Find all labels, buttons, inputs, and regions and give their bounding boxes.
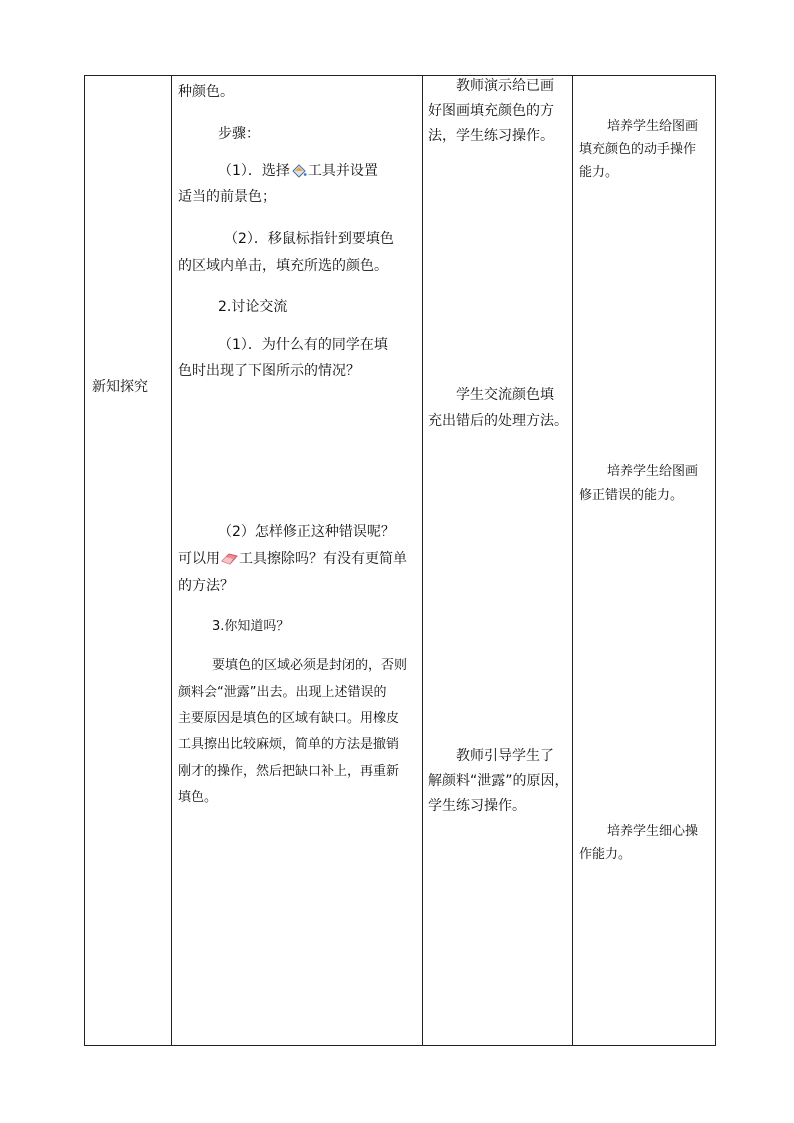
table-top-border — [84, 75, 716, 76]
intent-1-line-3: 能力。 — [579, 165, 619, 180]
question-2-text-b: 工具擦除吗？有没有更简单 — [239, 551, 407, 567]
activity-1-line-1: 教师演示给已画 — [456, 78, 554, 94]
intent-1-line-1: 培养学生给图画 — [607, 119, 699, 134]
step-1-text-a: （1）．选择 — [218, 163, 290, 179]
step-2-line-2: 的区域内单击，填充所选的颜色。 — [178, 258, 388, 274]
stage-label: 新知探究 — [92, 379, 148, 395]
question-1-line: （1）．为什么有的同学在填 — [218, 337, 388, 353]
column-divider-3 — [572, 75, 573, 1046]
column-divider-2 — [422, 75, 423, 1046]
know-heading: 3.你知道吗？ — [212, 619, 290, 634]
table-bottom-border — [84, 1045, 716, 1046]
discuss-heading: 2.讨论交流 — [218, 299, 288, 315]
eraser-icon — [221, 552, 238, 572]
know-line-2: 颜料会“泄露”出去。出现上述错误的 — [178, 685, 387, 700]
steps-heading: 步骤： — [218, 126, 260, 142]
activity-2-line-1: 学生交流颜色填 — [456, 387, 554, 403]
table-left-border — [84, 75, 85, 1046]
activity-2-line-2: 充出错后的处理方法。 — [428, 413, 568, 429]
intent-2-line-2: 修正错误的能力。 — [579, 488, 684, 503]
content-line: 种颜色。 — [178, 84, 234, 100]
fill-bucket-icon — [291, 162, 307, 184]
step-1-line-2: 适当的前景色； — [178, 189, 276, 205]
know-line-1: 要填色的区域必须是封闭的，否则 — [212, 658, 408, 673]
table-right-border — [715, 75, 716, 1046]
know-line-6: 填色。 — [178, 790, 218, 805]
step-1-text-b: 工具并设置 — [307, 163, 378, 179]
question-2-text-a: 可以用 — [178, 551, 220, 567]
know-line-5: 刚才的操作，然后把缺口补上，再重新 — [178, 764, 400, 779]
intent-1-line-2: 填充颜色的动手操作 — [579, 142, 697, 157]
know-line-4: 工具擦出比较麻烦，简单的方法是撤销 — [178, 737, 400, 752]
intent-3-line-1: 培养学生细心操 — [607, 824, 699, 839]
activity-1-line-2: 好图画填充颜色的方 — [428, 103, 554, 119]
intent-2-line-1: 培养学生给图画 — [607, 464, 699, 479]
question-2-line-2 — [178, 549, 407, 572]
intent-3-line-2: 作能力。 — [579, 847, 632, 862]
activity-3-line-1: 教师引导学生了 — [456, 748, 554, 764]
question-2-line-3: 的方法？ — [178, 578, 234, 594]
step-2-line: （2）．移鼠标指针到要填色 — [224, 231, 394, 247]
know-line-3: 主要原因是填色的区域有缺口。用橡皮 — [178, 711, 400, 726]
column-divider-1 — [171, 75, 172, 1046]
activity-3-line-3: 学生练习操作。 — [428, 798, 526, 814]
step-1-line — [218, 161, 378, 184]
question-2-line: （2）怎样修正这种错误呢？ — [218, 524, 395, 540]
question-1-line-2: 色时出现了下图所示的情况？ — [178, 363, 360, 379]
activity-3-line-2: 解颜料“泄露”的原因， — [428, 773, 569, 789]
activity-1-line-3: 法，学生练习操作。 — [428, 128, 554, 144]
